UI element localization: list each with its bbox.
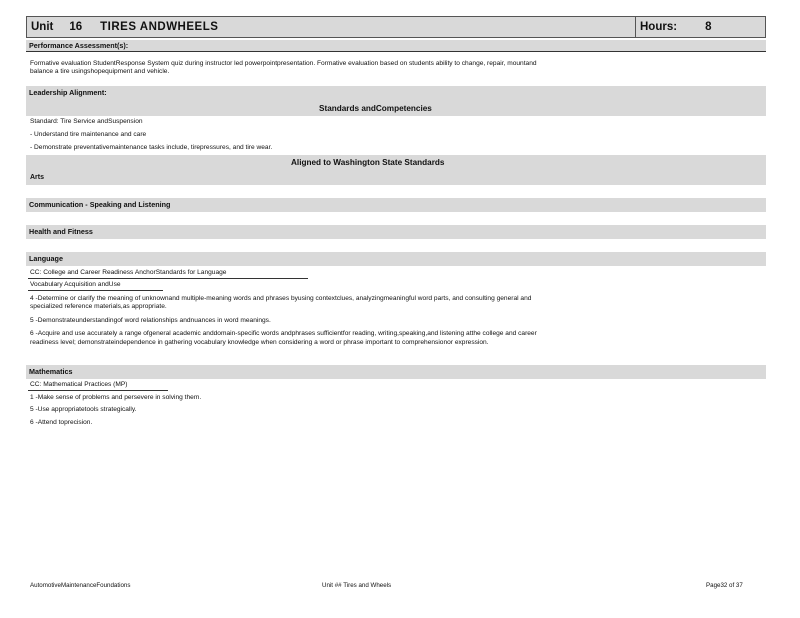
math-item-1: 1 -Make sense of problems and persevere in solving them. [30, 394, 202, 401]
anchor-underline [28, 278, 308, 279]
hours-cell [635, 17, 765, 37]
performance-assessment-heading [26, 40, 766, 52]
language-item-4-line1: 4 -Determine or clarify the meaning of unknownand multiple-meaning words and phrases byusing contextclues, analyzingmeaningful word parts, and consulting general and [30, 295, 532, 302]
footer-page-number: Page32 of 37 [706, 582, 743, 589]
math-practices-heading: CC: Mathematical Practices (MP) [30, 381, 128, 388]
unit-number: 16 [69, 21, 83, 33]
standard-demonstrate-line: - Demonstrate preventativemaintenance tasks include, tirepressures, and tire wear. [30, 144, 273, 151]
mathematics-heading [26, 365, 766, 379]
language-item-6-line2: readiness level; demonstrateindependence in gathering vocabulary knowledge when considering a word or phrase important to comprehensionor expression. [30, 339, 489, 346]
aligned-standards-title: Aligned to Washington State Standards [291, 158, 445, 167]
standard-understand-line: - Understand tire maintenance and care [30, 131, 147, 138]
performance-text-line2: balance a tire usingshopequipment and vehicle. [30, 68, 170, 75]
mathematics-heading-text: Mathematics [29, 367, 73, 376]
performance-text-line1: Formative evaluation StudentResponse System quiz during instructor led powerpointpresentation. Formative evaluation based on students ability to change, repair, mountand [30, 60, 537, 67]
hours-label: Hours: [640, 21, 678, 33]
language-heading [26, 252, 766, 266]
performance-heading-text: Performance Assessment(s): [29, 41, 129, 50]
vocab-underline [28, 290, 163, 291]
communication-heading-text: Communication - Speaking and Listening [29, 200, 171, 209]
standards-competencies-title: Standards andCompetencies [319, 104, 432, 113]
language-item-4-line2: specialized reference materials,as appropriate. [30, 303, 167, 310]
math-item-6: 6 -Attend toprecision. [30, 419, 93, 426]
health-fitness-heading [26, 225, 766, 239]
unit-header-bar [26, 16, 766, 38]
unit-label: Unit [31, 21, 54, 33]
standard-line: Standard: Tire Service andSuspension [30, 118, 143, 125]
math-practices-underline [28, 390, 168, 391]
math-item-5: 5 -Use appropriatetools strategically. [30, 406, 137, 413]
footer-unit-title: Unit ## Tires and Wheels [322, 582, 392, 589]
language-heading-text: Language [29, 254, 63, 263]
footer-course-name: AutomotiveMaintenanceFoundations [30, 582, 131, 589]
health-heading-text: Health and Fitness [29, 227, 93, 236]
language-anchor-standards: CC: College and Career Readiness AnchorStandards for Language [30, 269, 227, 276]
language-item-6-line1: 6 -Acquire and use accurately a range ofgeneral academic anddomain-specific words andphrases sufficientfor reading, writing,speaking,and listening atthe college and career [30, 330, 537, 337]
language-item-5: 5 -Demonstrateunderstandingof word relationships andnuances in word meanings. [30, 317, 271, 324]
arts-heading: Arts [30, 174, 45, 181]
hours-value: 8 [705, 21, 712, 33]
language-vocab-heading: Vocabulary Acquisition andUse [30, 281, 121, 288]
unit-title-cell [27, 21, 635, 33]
unit-title: TIRES ANDWHEELS [100, 21, 219, 33]
leadership-heading: Leadership Alignment: [29, 88, 107, 97]
communication-heading [26, 198, 766, 212]
